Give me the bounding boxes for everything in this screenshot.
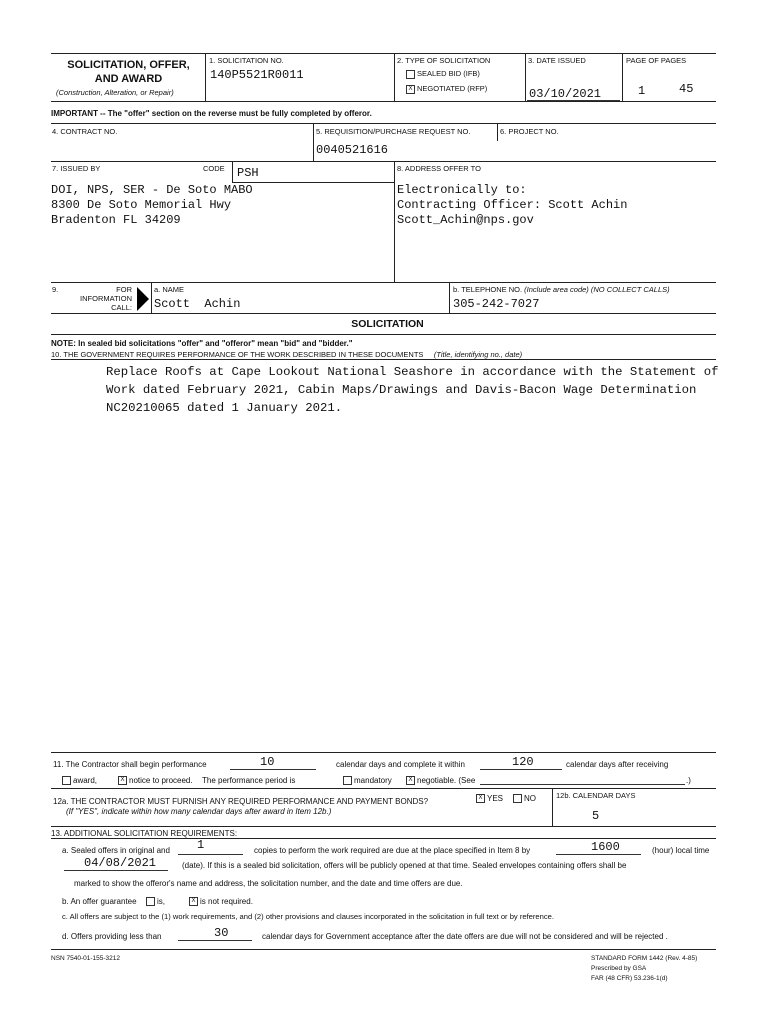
for-info-label — [70, 285, 132, 312]
item13a-text4: (date). If this is a sealed bid solicitation, offers will be publicly opened at that time. Sealed envelopes containing offers shall be — [182, 861, 627, 870]
acceptance-days-underline — [178, 940, 252, 941]
bonds-yes-label: YES — [487, 794, 504, 803]
item13b-text: b. An offer guarantee — [62, 897, 137, 906]
divider — [151, 282, 152, 313]
item10-label-text: 10. THE GOVERNMENT REQUIRES PERFORMANCE OF THE WORK DESCRIBED IN THESE DOCUMENTS — [51, 350, 424, 359]
notice-checkbox[interactable]: X — [118, 776, 127, 785]
bottom-border — [51, 949, 716, 950]
due-date-underline — [64, 870, 168, 871]
work-description-line3: NC20210065 dated 1 January 2021. — [106, 401, 343, 415]
for-info-line3: CALL: — [111, 303, 132, 312]
form-title-line2: AND AWARD — [94, 73, 163, 85]
complete-days-underline — [480, 769, 562, 770]
item13-label: 13. ADDITIONAL SOLICITATION REQUIREMENTS: — [51, 829, 238, 838]
negotiated-option[interactable] — [406, 84, 487, 94]
date-issued-value[interactable]: 03/10/2021 — [529, 87, 602, 101]
for-info-line2: INFORMATION — [80, 294, 132, 303]
item13d-text1: d. Offers providing less than — [62, 932, 162, 941]
performance-period-text: The performance period is — [202, 776, 296, 785]
row-border — [51, 123, 716, 124]
issued-by-line2: 8300 De Soto Memorial Hwy — [51, 198, 232, 212]
top-border — [51, 53, 716, 54]
date-issued-label: 3. DATE ISSUED — [528, 56, 586, 65]
bonds-yes-option[interactable] — [476, 794, 503, 803]
issued-by-line3: Bradenton FL 34209 — [51, 213, 181, 227]
requisition-label: 5. REQUISITION/PURCHASE REQUEST NO. — [316, 127, 471, 136]
item10-note: (Title, identifying no., date) — [433, 350, 523, 359]
item9-number: 9. — [52, 285, 59, 294]
row-border — [51, 313, 716, 314]
item12a-sub: (If "YES", indicate within how many calendar days after award in Item 12b.) — [66, 807, 332, 816]
item11-text3: calendar days after receiving — [566, 760, 669, 769]
page-number: 1 — [638, 84, 646, 98]
address-offer-line1: Electronically to: — [397, 183, 527, 197]
arrow-pointer-icon — [137, 287, 149, 311]
divider — [449, 282, 450, 313]
item12a-text: 12a. THE CONTRACTOR MUST FURNISH ANY REQUIRED PERFORMANCE AND PAYMENT BONDS? — [53, 797, 429, 806]
standard-form-line2: Prescribed by GSA — [591, 965, 647, 972]
guarantee-is-checkbox[interactable] — [146, 897, 155, 906]
item11-text2: calendar days and complete it within — [336, 760, 465, 769]
nsn-number: NSN 7540-01-155-3212 — [51, 955, 121, 962]
item12b-label: 12b. CALENDAR DAYS — [556, 791, 636, 800]
item13c-text: c. All offers are subject to the (1) work requirements, and (2) other provisions and clauses incorporated in the solicitation in full text or by reference. — [62, 912, 555, 921]
divider — [525, 53, 526, 101]
address-offer-line3[interactable]: Scott_Achin@nps.gov — [397, 213, 534, 227]
begin-days-underline — [230, 769, 316, 770]
contact-name: Scott Achin — [154, 297, 241, 311]
row-border — [51, 838, 716, 839]
copies-value[interactable]: 1 — [197, 838, 205, 852]
row-border — [51, 334, 716, 335]
divider — [394, 161, 395, 282]
solicitation-no-label: 1. SOLICITATION NO. — [209, 56, 284, 65]
award-option[interactable] — [62, 776, 97, 785]
bonds-no-label: NO — [524, 794, 536, 803]
address-offer-label: 8. ADDRESS OFFER TO — [397, 164, 481, 173]
bonds-yes-checkbox[interactable]: X — [476, 794, 485, 803]
form-title — [55, 58, 202, 86]
important-note: IMPORTANT -- The "offer" section on the reverse must be fully completed by offeror. — [51, 109, 372, 118]
guarantee-is-option[interactable] — [146, 897, 165, 906]
negotiable-checkbox[interactable]: X — [406, 776, 415, 785]
item12b-value[interactable]: 5 — [592, 809, 600, 823]
divider — [552, 788, 553, 826]
row-border — [51, 359, 716, 360]
negotiated-checkbox[interactable]: X — [406, 85, 415, 94]
standard-form-line3: FAR (48 CFR) 53.236-1(d) — [591, 975, 668, 982]
item13a-text1: a. Sealed offers in original and — [62, 846, 170, 855]
project-no-label: 6. PROJECT NO. — [500, 127, 559, 136]
item13a-text5: marked to show the offeror's name and address, the solicitation number, and the date and time offers are due. — [74, 879, 463, 888]
work-description-line2: Work dated February 2021, Cabin Maps/Drawings and Davis-Bacon Wage Determination — [106, 383, 697, 397]
negotiable-label: negotiable. (See — [417, 776, 476, 785]
contract-no-label: 4. CONTRACT NO. — [52, 127, 118, 136]
telephone-label — [453, 285, 670, 294]
acceptance-days-value[interactable]: 30 — [214, 926, 229, 940]
mandatory-option[interactable] — [343, 776, 392, 785]
notice-option[interactable] — [118, 776, 193, 785]
date-underline — [527, 100, 620, 101]
solicitation-heading: SOLICITATION — [351, 318, 424, 330]
telephone-label-text: b. TELEPHONE NO. — [453, 285, 523, 294]
guarantee-is-label: is, — [157, 897, 165, 906]
form-title-line1: SOLICITATION, OFFER, — [67, 59, 190, 71]
divider — [622, 53, 623, 101]
award-label: award, — [73, 776, 98, 785]
requisition-value[interactable]: 0040521616 — [316, 143, 389, 157]
name-label: a. NAME — [154, 285, 185, 294]
code-label: CODE — [203, 164, 225, 173]
negotiable-option[interactable] — [406, 776, 475, 785]
address-offer-line2: Contracting Officer: Scott Achin — [397, 198, 628, 212]
page-of-pages-label: PAGE OF PAGES — [626, 56, 687, 65]
standard-form-line1: STANDARD FORM 1442 (Rev. 4-85) — [591, 955, 698, 962]
divider — [394, 53, 395, 101]
sealed-bid-label: SEALED BID (IFB) — [417, 69, 480, 78]
mandatory-checkbox[interactable] — [343, 776, 352, 785]
telephone-value[interactable]: 305-242-7027 — [453, 297, 540, 311]
complete-days-value[interactable]: 120 — [512, 755, 534, 769]
mandatory-label: mandatory — [354, 776, 392, 785]
total-pages: 45 — [679, 82, 694, 96]
divider — [313, 123, 314, 161]
due-hour-underline — [556, 854, 641, 855]
guarantee-isnot-checkbox[interactable]: X — [189, 897, 198, 906]
solicitation-type-label: 2. TYPE OF SOLICITATION — [397, 56, 491, 65]
for-info-line1: FOR — [116, 285, 132, 294]
guarantee-isnot-label: is not required. — [200, 897, 253, 906]
issued-by-line1: DOI, NPS, SER - De Soto MABO — [51, 183, 253, 197]
item11-end: .) — [686, 776, 691, 785]
row-border — [51, 788, 716, 789]
divider — [497, 123, 498, 141]
item11-text1: 11. The Contractor shall begin performance — [53, 760, 207, 769]
item13a-text2: copies to perform the work required are due at the place specified in Item 8 by — [254, 846, 531, 855]
form-subtitle: (Construction, Alteration, or Repair) — [56, 88, 174, 97]
row-border — [51, 826, 716, 827]
negotiated-label: NEGOTIATED (RFP) — [417, 84, 488, 93]
begin-days-value[interactable]: 10 — [260, 755, 275, 769]
notice-label: notice to proceed. — [129, 776, 193, 785]
see-underline — [480, 784, 685, 785]
sealed-bid-checkbox[interactable] — [406, 70, 415, 79]
work-description-line1: Replace Roofs at Cape Lookout National Seashore in accordance with the Statement of — [106, 365, 719, 379]
guarantee-isnot-option[interactable] — [189, 897, 253, 906]
sealed-bid-option[interactable] — [406, 69, 480, 79]
header-bottom-border — [51, 101, 716, 102]
copies-underline — [178, 854, 243, 855]
bonds-no-checkbox[interactable] — [513, 794, 522, 803]
due-date-value[interactable]: 04/08/2021 — [84, 856, 157, 870]
bonds-no-option[interactable] — [513, 794, 536, 803]
code-value[interactable]: PSH — [237, 166, 259, 180]
item10-label — [51, 350, 522, 359]
divider — [205, 53, 206, 101]
row-border — [51, 752, 716, 753]
due-hour-value[interactable]: 1600 — [591, 840, 620, 854]
solicitation-no-value[interactable]: 140P5521R0011 — [210, 68, 304, 82]
item13d-text2: calendar days for Government acceptance after the date offers are due will not be considered and will be rejected . — [262, 932, 668, 941]
award-checkbox[interactable] — [62, 776, 71, 785]
issued-by-label: 7. ISSUED BY — [52, 164, 101, 173]
note-text: NOTE: In sealed bid solicitations "offer" and "offeror" mean "bid" and "bidder." — [51, 339, 353, 348]
telephone-note: (Include area code) (NO COLLECT CALLS) — [524, 285, 670, 294]
item13a-text3: (hour) local time — [652, 846, 710, 855]
